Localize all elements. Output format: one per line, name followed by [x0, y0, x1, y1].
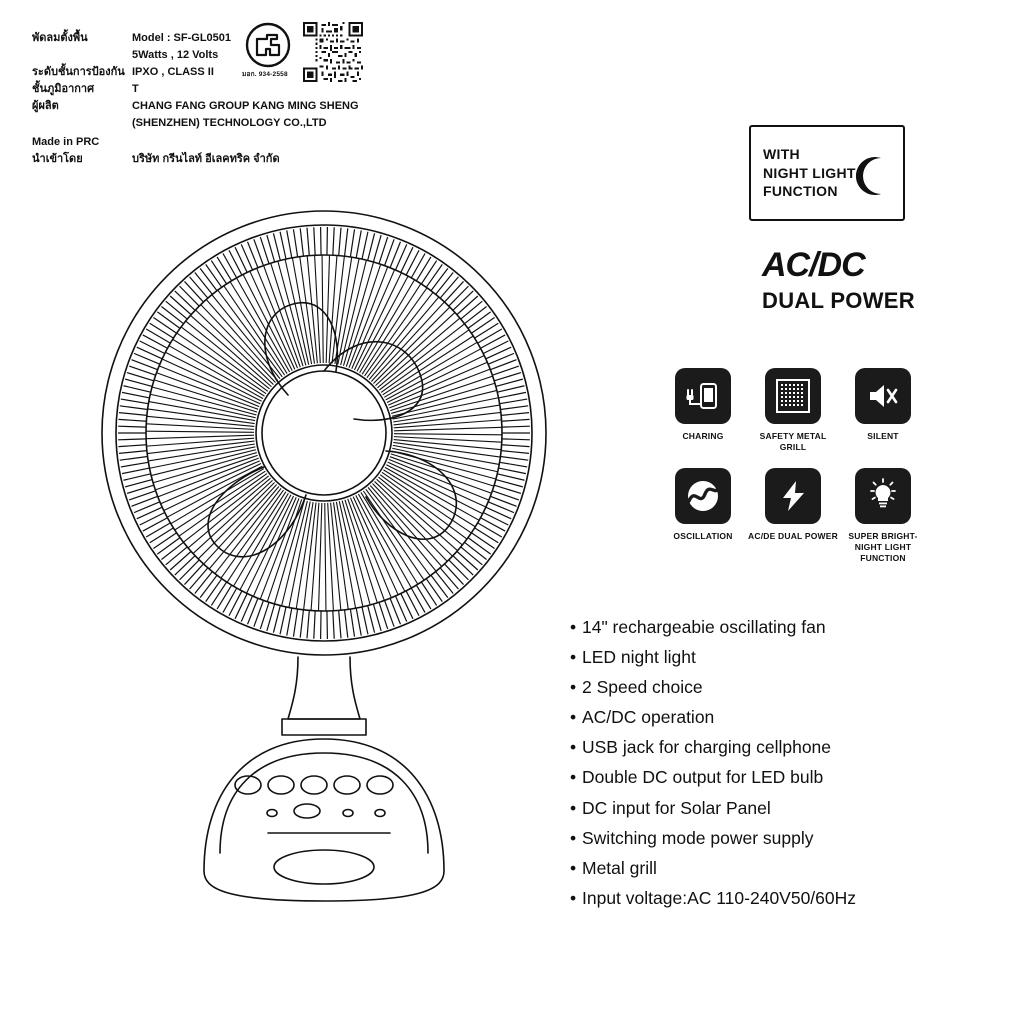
- spec-value-manufacturer-2: (SHENZHEN) TECHNOLOGY CO.,LTD: [132, 117, 327, 130]
- spec-label-blank-2: [32, 115, 132, 132]
- mute-speaker-icon: [855, 368, 911, 424]
- feature-caption: SAFETY METAL GRILL: [759, 431, 827, 452]
- bullet-item: [570, 672, 1000, 702]
- bullet-dot: •: [570, 887, 577, 908]
- moon-icon: [851, 155, 893, 197]
- bullet-dot: •: [570, 737, 577, 758]
- bullet-dot: •: [570, 707, 577, 728]
- spec-row: [32, 98, 452, 115]
- feature-caption: SUPER BRIGHT-NIGHT LIGHT FUNCTION: [848, 531, 918, 563]
- bullet-item: [570, 823, 1000, 853]
- feature-icon-row-1: [658, 368, 928, 452]
- bullet-text: DC input for Solar Panel: [582, 797, 771, 818]
- bullet-text: Metal grill: [582, 857, 657, 878]
- night-light-line-1: WITH: [763, 145, 800, 162]
- spec-row: [32, 47, 452, 64]
- feature-caption: SILENT: [867, 431, 899, 441]
- bullet-text: Double DC output for LED bulb: [582, 767, 824, 788]
- spec-row: [32, 81, 452, 98]
- qr-code-icon: [303, 22, 363, 82]
- spec-label-manufacturer: ผู้ผลิต: [32, 100, 59, 113]
- spec-value-manufacturer-1: CHANG FANG GROUP KANG MING SHENG: [132, 100, 359, 113]
- bullet-text: USB jack for charging cellphone: [582, 737, 832, 758]
- feature-caption: CHARING: [682, 431, 724, 441]
- night-light-line-3: FUNCTION: [763, 183, 838, 200]
- bullet-item: [570, 642, 1000, 672]
- certification-marks: [242, 22, 385, 92]
- bullet-dot: •: [570, 827, 577, 848]
- feature-silent: [838, 368, 928, 452]
- bullet-item: [570, 762, 1000, 792]
- spec-label-product-type: พัดลมตั้งพื้น: [32, 32, 88, 44]
- bullet-text: 14" rechargeabie oscillating fan: [582, 617, 826, 637]
- feature-bullet-list: [570, 612, 1000, 913]
- feature-charging: [658, 368, 748, 452]
- bullet-item: [570, 732, 1000, 762]
- acdc-subtitle: DUAL POWER: [762, 288, 915, 313]
- feature-metal-grill: [748, 368, 838, 452]
- feature-icon-grid: [658, 368, 928, 563]
- bullet-dot: •: [570, 767, 577, 788]
- spec-block: [32, 30, 452, 168]
- spec-value-climate: T: [132, 83, 139, 96]
- spec-label-climate: ชั้นภูมิอากาศ: [32, 83, 95, 96]
- feature-oscillation: [658, 468, 748, 563]
- bullet-text: Input voltage:AC 110-240V50/60Hz: [582, 887, 857, 908]
- spec-row: [32, 115, 452, 132]
- bullet-item: [570, 702, 1000, 732]
- night-light-line-2: NIGHT LIGHT: [763, 164, 856, 181]
- spec-value-model: Model : SF-GL0501: [132, 32, 232, 44]
- night-light-badge: [749, 125, 905, 221]
- bullet-item: [570, 853, 1000, 883]
- feature-caption: OSCILLATION: [673, 531, 733, 542]
- bullet-dot: •: [570, 647, 577, 668]
- bullet-dot: •: [570, 677, 577, 698]
- spec-value-importer: บริษัท กรีนไลท์ อีเลคทริค จำกัด: [132, 153, 280, 166]
- bullet-text: 2 Speed choice: [582, 677, 703, 698]
- spec-value-power: 5Watts , 12 Volts: [132, 49, 219, 62]
- acdc-dual-power: [762, 248, 942, 314]
- spec-row: [32, 134, 452, 151]
- spec-row: [32, 151, 452, 168]
- spec-label-protection: ระดับชั้นการป้องกัน: [32, 66, 125, 79]
- bullet-item: [570, 793, 1000, 823]
- spec-label-made-in: Made in PRC: [32, 136, 100, 149]
- bullet-dot: •: [570, 617, 577, 637]
- bullet-item: [570, 612, 1000, 642]
- bullet-item: [570, 883, 1000, 913]
- bullet-dot: •: [570, 797, 577, 818]
- spec-label-blank: [32, 47, 132, 64]
- feature-caption: AC/DE DUAL POWER: [748, 531, 838, 542]
- bullet-text: AC/DC operation: [582, 707, 715, 728]
- night-light-text: [751, 145, 856, 202]
- feature-dual-power: [748, 468, 838, 563]
- bullet-text: LED night light: [582, 647, 696, 668]
- light-bulb-icon: [855, 468, 911, 524]
- spec-value-blank-3: [132, 134, 452, 151]
- acdc-title: AC/DC: [762, 246, 865, 284]
- spec-value-protection: IPXO , CLASS II: [132, 66, 214, 79]
- spec-row: [32, 30, 452, 47]
- oscillation-icon: [675, 468, 731, 524]
- tis-standard-icon: [242, 22, 291, 78]
- feature-night-light: [838, 468, 928, 563]
- charging-phone-icon: [675, 368, 731, 424]
- lightning-bolt-icon: [765, 468, 821, 524]
- bullet-dot: •: [570, 857, 577, 878]
- fan-illustration: [92, 205, 572, 925]
- feature-icon-row-2: [658, 468, 928, 563]
- spec-label-importer: นำเข้าโดย: [32, 153, 83, 166]
- bullet-text: Switching mode power supply: [582, 827, 814, 848]
- metal-grill-icon: [765, 368, 821, 424]
- tis-caption: มอก. 934-2558: [242, 71, 288, 78]
